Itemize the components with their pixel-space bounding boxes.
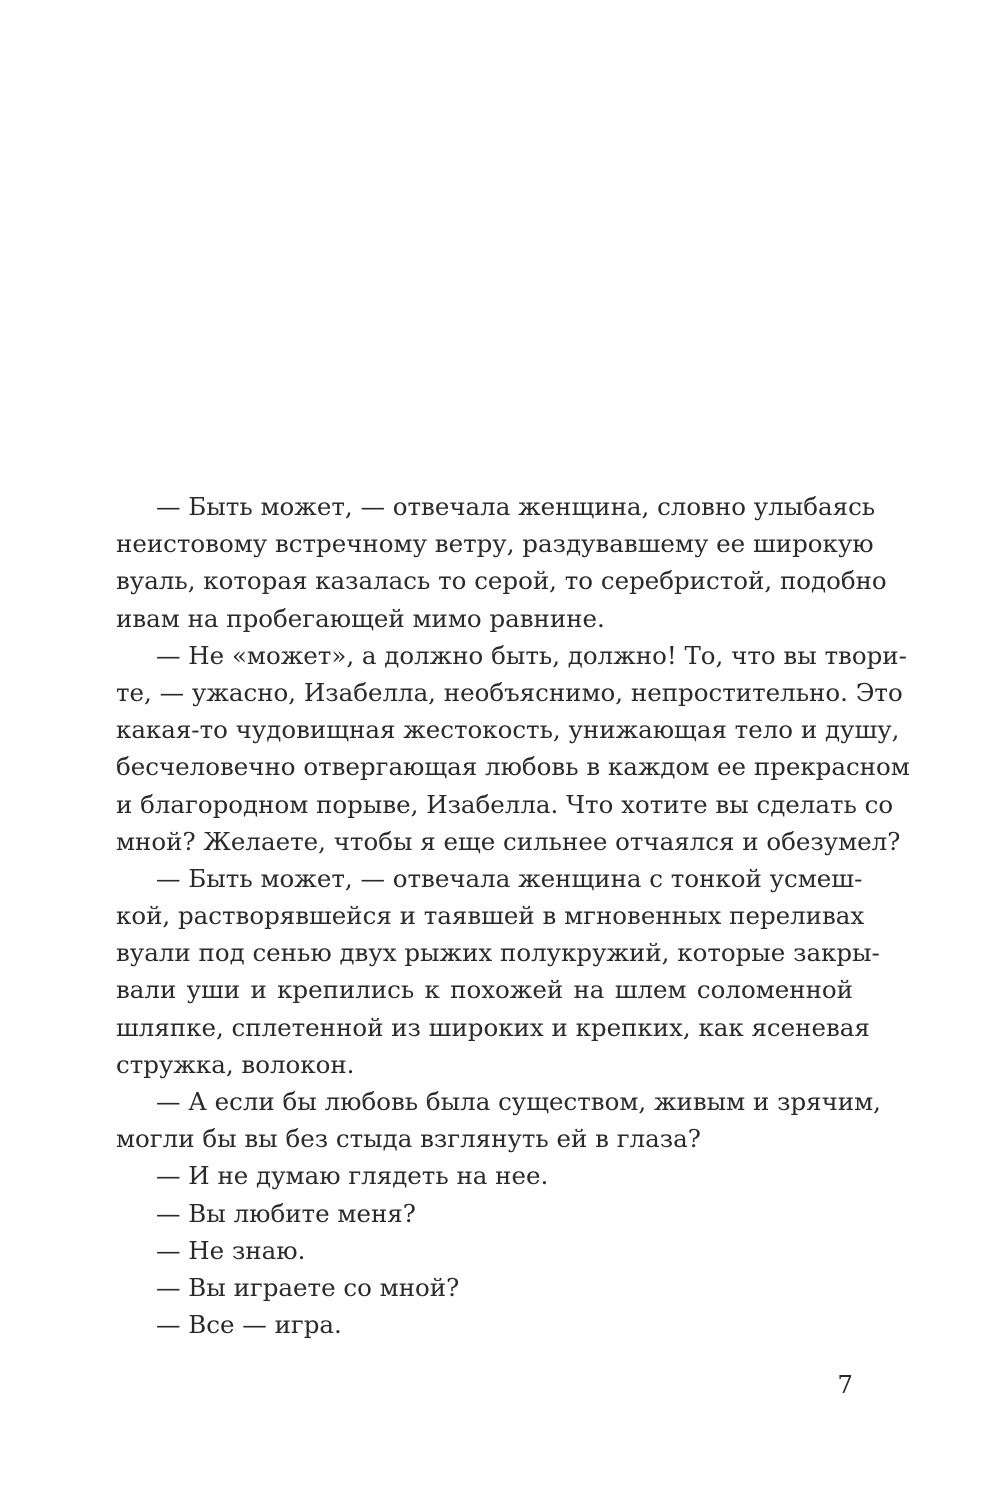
text-line: стружка, волокон.	[116, 1049, 355, 1079]
text-line: мной? Желаете, чтобы я еще сильнее отчаялся и обезумел?	[116, 826, 901, 856]
text-line: неистовому встречному ветру, раздувавшему ее широкую	[116, 529, 874, 559]
text-line: шляпке, сплетенной из широких и крепких, как ясеневая	[116, 1012, 870, 1042]
text-line: кой, растворявшейся и таявшей в мгновенных переливах	[116, 901, 865, 931]
text-line: вуаль, которая казалась то серой, то серебристой, подобно	[116, 566, 887, 596]
text-line: — Быть может, — отвечала женщина, словно улыбаясь	[156, 492, 876, 521]
text-line: и благородном порыве, Изабелла. Что хотите вы сделать со	[116, 789, 894, 819]
text-line: вали уши и крепились к похожей на шлем соломенной	[116, 975, 853, 1005]
text-line: — А если бы любовь была существом, живым и зрячим,	[156, 1087, 881, 1116]
text-line: — Быть может, — отвечала женщина с тонкой усмеш-	[156, 863, 863, 893]
text-line: те, — ужасно, Изабелла, необъяснимо, непростительно. Это	[116, 677, 903, 707]
text-line: ивам на пробегающей мимо равнине.	[116, 603, 605, 633]
page-number: 7	[837, 1370, 853, 1399]
text-line: — И не думаю глядеть на нее.	[156, 1161, 549, 1191]
text-line: какая-то чудовищная жестокость, унижающая тело и душу,	[116, 715, 900, 745]
text-line: — Не знаю.	[156, 1235, 306, 1265]
text-line: — Все — игра.	[156, 1310, 342, 1340]
text-line: — Не «может», а должно быть, должно! То, что вы твори-	[156, 640, 907, 670]
text-line: — Вы играете со мной?	[156, 1272, 460, 1302]
body-text	[116, 488, 910, 1343]
text-line: бесчеловечно отвергающая любовь в каждом ее прекрасном	[116, 752, 910, 782]
text-line: вуали под сенью двух рыжих полукружий, которые закры-	[116, 938, 880, 968]
text-line: — Вы любите меня?	[156, 1198, 416, 1228]
text-line: могли бы вы без стыда взглянуть ей в глаза?	[116, 1124, 701, 1154]
